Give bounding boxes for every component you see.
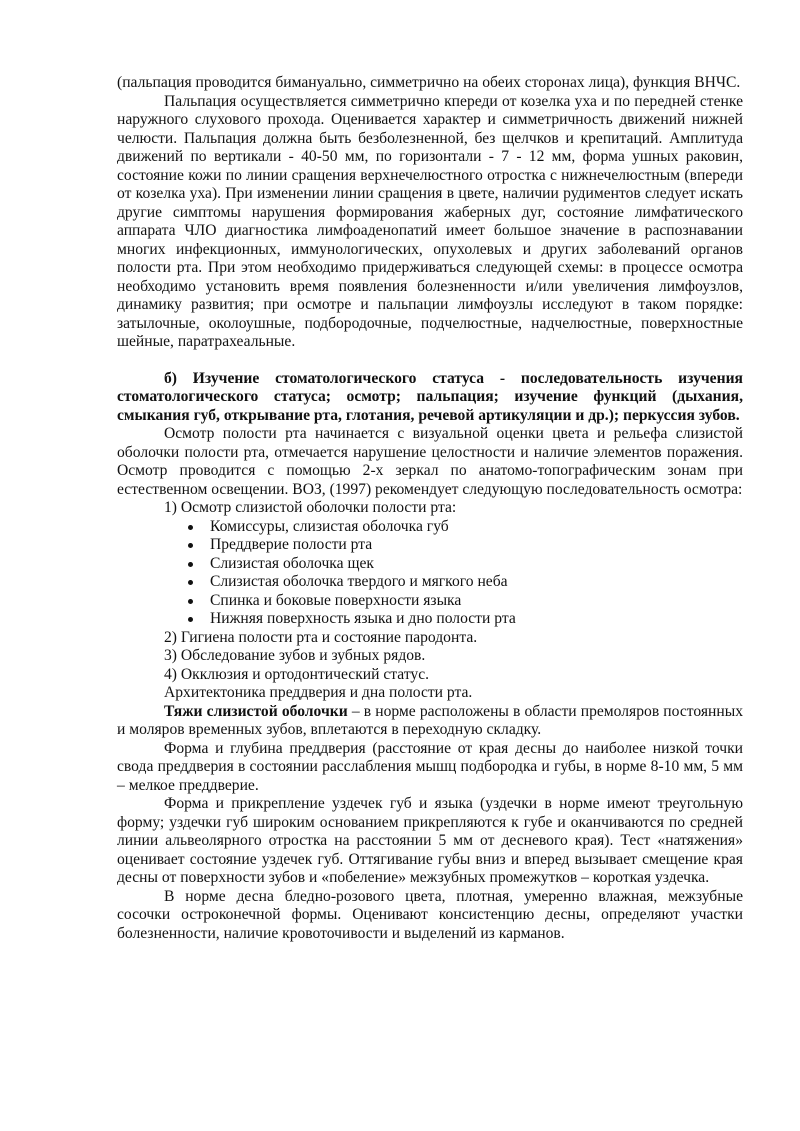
bullet-item: Спинка и боковые поверхности языка [187,592,743,611]
paragraph-oral-exam-intro: Осмотр полости рта начинается с визуальной оценки цвета и рельефа слизистой оболочки полости рта, отмечается нарушение целостности и наличие элементов поражения. Осмотр проводится с помощью 2-х зеркал по анатомо-топографическим зонам при естественном освещении. ВОЗ, (1997) рекомендует следующую последовательность осмотра: [117,425,743,498]
bullet-item: Слизистая оболочка щек [187,555,743,574]
list-item-1: 1) Осмотр слизистой оболочки полости рта: [164,499,457,516]
bullet-item: Преддверие полости рта [187,536,743,555]
section-b-heading: б) Изучение стоматологического статуса - последовательность изучения стоматологического статуса; осмотр; пальпация; изучение функций (дыхания, смыкания губ, открывание рта, глотания, речевой артикуляции и др.); перкуссия зубов. [117,369,743,424]
document-page [117,0,743,943]
spacer [117,352,743,370]
list-item-4: 4) Окклюзия и ортодонтический статус. [164,665,430,683]
bullet-item: Комиссуры, слизистая оболочка губ [187,518,743,537]
paragraph-mucosa-strands [117,703,743,740]
list-item-3: 3) Обследование зубов и зубных рядов. [164,647,426,664]
bullet-item: Нижняя поверхность языка и дно полости рта [187,610,743,629]
bullet-list [117,518,743,629]
bullet-item: Слизистая оболочка твердого и мягкого неба [187,573,743,592]
paragraph-gingiva: В норме десна бледно-розового цвета, плотная, умеренно влажная, межзубные сосочки остроконечной формы. Оценивают консистенцию десны, определяют участки болезненности, наличие кровоточивости и выделений из карманов. [117,887,743,942]
paragraph-tmj-continuation: (пальпация проводится бимануально, симметрично на обеих сторонах лица), функция ВНЧС. [117,74,741,91]
mucosa-strands-text: – в норме расположены в области премоляров постоянных и моляров временных зубов, вплетаются в переходную складку. [117,702,743,738]
mucosa-strands-term: Тяжи слизистой оболочки [164,702,348,720]
paragraph-frenum: Форма и прикрепление уздечек губ и языка (уздечки в норме имеют треугольную форму; уздечки губ широким основанием прикрепляются к губе и оканчиваются по средней линии альвеолярного отростка на расстоянии 5 мм от десневого края). Тест «натяжения» оценивает состояние уздечек губ. Оттягивание губы вниз и вперед вызывает смещение края десны от поверхности зубов и «побеление» межзубных промежутков – короткая уздечка. [117,795,743,886]
architectonics-line: Архитектоника преддверия и дна полости рта. [164,684,473,701]
paragraph-palpation: Пальпация осуществляется симметрично кпереди от козелка уха и по передней стенке наружного слухового прохода. Оценивается характер и симметричность движений нижней челюсти. Пальпация должна быть безболезненной, без щелчков и крепитаций. Амплитуда движений по вертикали - 40-50 мм, по горизонтали - 7 - 12 мм, форма ушных раковин, состояние кожи по линии сращения верхнечелюстного отростка с нижнечелюстным (впереди от козелка уха). При изменении линии сращения в цвете, наличии рудиментов следует искать другие симптомы нарушения формирования жаберных дуг, состояние лимфатического аппарата ЧЛО диагностика лимфоаденопатий имеет большое значение в распознавании многих инфекционных, иммунологических, опухолевых и других заболеваний органов полости рта. При этом необходимо придерживаться следующей схемы: в процессе осмотра необходимо установить время появления болезненности и/или увеличения лимфоузлов, динамику развития; при осмотре и пальпации лимфоузлы исследуют в таком порядке: затылочные, околоушные, подбородочные, подчелюстные, надчелюстные, поверхностные шейные, паратрахеальные. [117,92,743,350]
paragraph-vestibule-depth: Форма и глубина преддверия (расстояние от края десны до наиболее низкой точки свода преддверия в состоянии расслабления мышц подбородка и губы, в норме 8-10 мм, 5 мм – мелкое преддверие. [117,739,743,794]
list-item-2: 2) Гигиена полости рта и состояние пародонта. [164,628,478,646]
